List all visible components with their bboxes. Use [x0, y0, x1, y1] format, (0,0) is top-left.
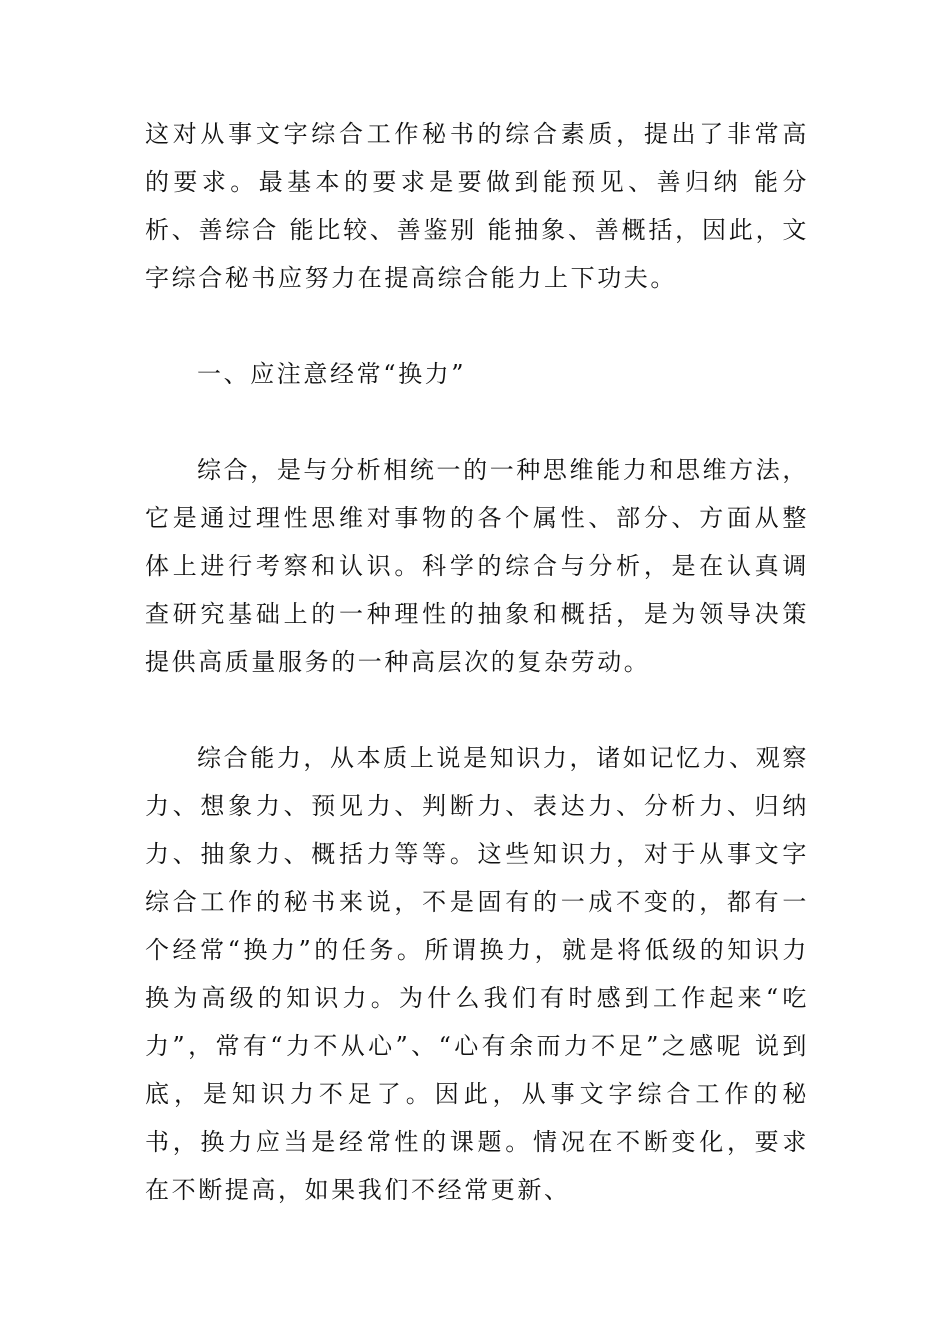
paragraph-synthesis-definition: 综合，是与分析相统一的一种思维能力和思维方法，它是通过理性思维对事物的各个属性、部分、方面从整体上进行考察和认识。科学的综合与分析，是在认真调查研究基础上的一种理性的抽象和概括，是为领导决策提供高质量服务的一种高层次的复杂劳动。 [145, 456, 809, 676]
paragraph-intro: 这对从事文字综合工作秘书的综合素质，提出了非常高的要求。最基本的要求是要做到能预见、善归纳 能分析、善综合 能比较、善鉴别 能抽象、善概括，因此，文字综合秘书应努力在提高综合能力上下功夫。 [145, 120, 809, 292]
paragraph-gap [145, 686, 809, 734]
paragraph-knowledge-power: 综合能力，从本质上说是知识力，诸如记忆力、观察力、想象力、预见力、判断力、表达力、分析力、归纳力、抽象力、概括力等等。这些知识力，对于从事文字综合工作的秘书来说，不是固有的一成不变的，都有一个经常“换力”的任务。所谓换力，就是将低级的知识力换为高级的知识力。为什么我们有时感到工作起来“吃力”，常有“力不从心”、“心有余而力不足”之感呢 说到底，是知识力不足了。因此，从事文字综合工作的秘书，换力应当是经常性的课题。情况在不断变化，要求在不断提高，如果我们不经常更新、 [145, 744, 809, 1204]
section-heading-1: 一、应注意经常“换力” [197, 360, 467, 388]
document-body [145, 110, 809, 1214]
paragraph-gap [145, 398, 809, 446]
paragraph-gap [145, 302, 809, 350]
